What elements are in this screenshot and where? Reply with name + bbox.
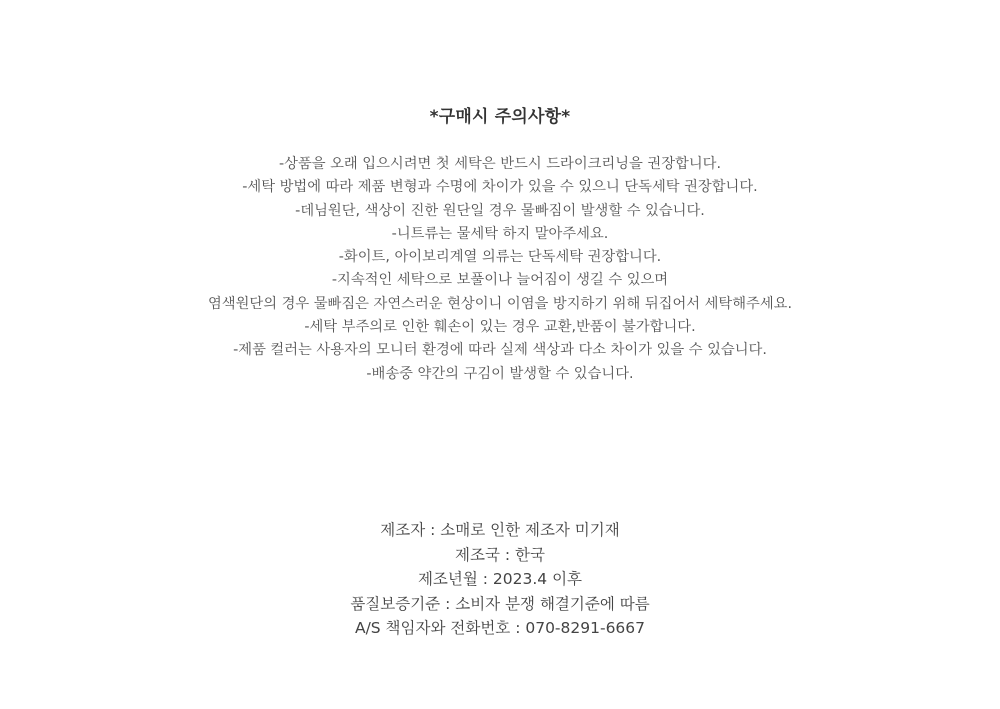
notice-line: -데님원단, 색상이 진한 원단일 경우 물빠짐이 발생할 수 있습니다. [295, 202, 705, 219]
notice-line: -화이트, 아이보리계열 의류는 단독세탁 권장합니다. [338, 249, 662, 266]
notice-line: -세탁 부주의로 인한 훼손이 있는 경우 교환,반품이 불가합니다. [304, 319, 696, 336]
product-info-list [0, 518, 1000, 641]
notice-line: -제품 컬러는 사용자의 모니터 환경에 따라 실제 색상과 다소 차이가 있을 수 있습니다. [233, 342, 767, 359]
notice-line: -지속적인 세탁으로 보풀이나 늘어짐이 생길 수 있으며 [331, 272, 669, 289]
notice-line: 염색원단의 경우 물빠짐은 자연스러운 현상이니 이염을 방지하기 위해 뒤집어서 세탁해주세요. [207, 295, 793, 312]
quality-standard-info: 품질보증기준 : 소비자 분쟁 해결기준에 따름 [350, 594, 650, 613]
notice-line: -니트류는 물세탁 하지 말아주세요. [391, 225, 609, 242]
notice-line: -배송중 약간의 구김이 발생할 수 있습니다. [366, 365, 634, 382]
notice-line: -세탁 방법에 따라 제품 변형과 수명에 차이가 있을 수 있으니 단독세탁 권장합니다. [242, 179, 758, 196]
notice-line: -상품을 오래 입으시려면 첫 세탁은 반드시 드라이크리닝을 권장합니다. [278, 156, 722, 172]
notice-title: *구매시 주의사항* [429, 107, 571, 127]
notice-list [0, 153, 1000, 386]
manufacture-date-info: 제조년월 : 2023.4 이후 [417, 570, 583, 588]
manufacturer-info: 제조자 : 소매로 인한 제조자 미기재 [380, 521, 620, 539]
country-info: 제조국 : 한국 [455, 545, 545, 564]
as-contact-info: A/S 책임자와 전화번호 : 070-8291-6667 [354, 619, 646, 637]
